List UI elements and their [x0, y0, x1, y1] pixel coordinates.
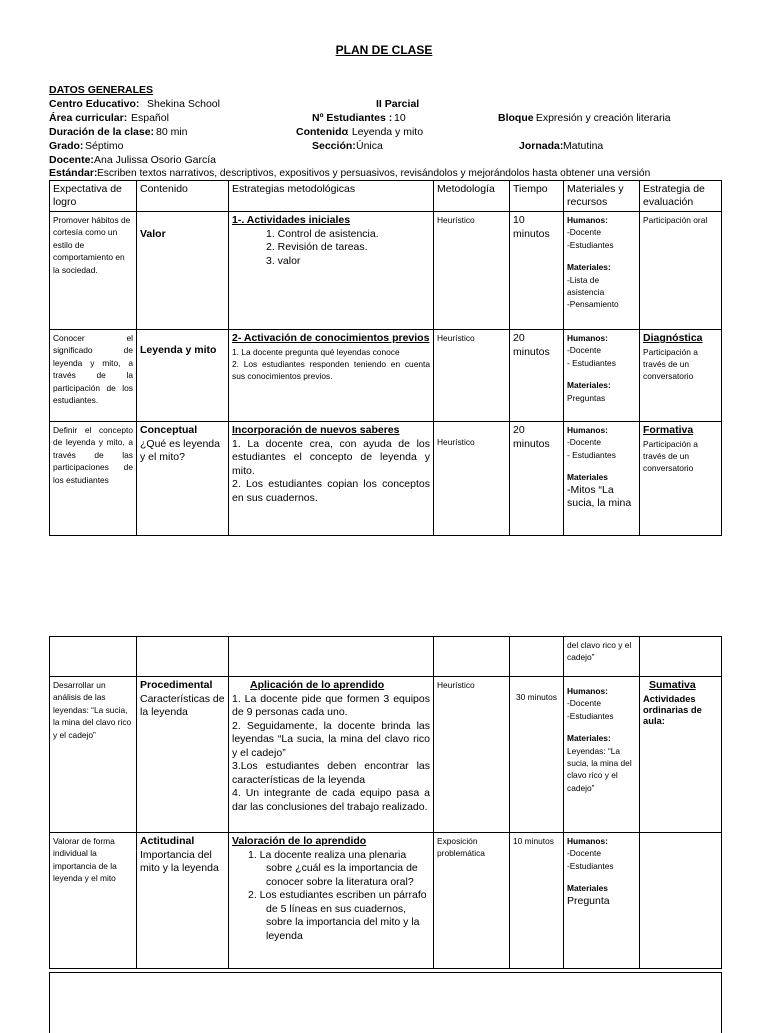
materiales-materiales-label: Materiales	[567, 472, 608, 483]
expectativa-cell: Desarrollar un análisis de las leyendas: “La sucia, la mina del clavo rico y el cadejo”	[50, 677, 137, 833]
docente-label: Docente:	[49, 154, 94, 166]
metodologia-cell: Heurístico	[434, 422, 510, 536]
area-label: Área curricular:	[49, 112, 128, 124]
evaluacion-text: Actividades ordinarias de aula:	[643, 692, 702, 726]
bloque-value: : Expresión y creación literaria	[530, 112, 671, 124]
estrategia-list	[232, 849, 430, 944]
page-title: PLAN DE CLASE	[335, 43, 433, 57]
bloque-label: Bloque	[498, 112, 534, 124]
table-header-row	[50, 181, 722, 212]
grado-label: Grado:	[49, 140, 84, 152]
estrategia-list	[232, 693, 430, 815]
materiales-item: -Lista de asistencia	[567, 274, 605, 298]
table-row	[50, 833, 722, 969]
metodologia-cell: Exposición problemática	[434, 833, 510, 969]
list-item: 3.Los estudiantes deben encontrar las características de la leyenda	[232, 760, 430, 786]
table-row	[50, 330, 722, 422]
estrategia-list	[232, 438, 430, 506]
estrategia-cell	[229, 422, 434, 536]
list-item: 2. Los estudiantes responden teniendo en cuenta sus conocimientos previos.	[232, 358, 430, 382]
materiales-item: Pregunta	[567, 894, 610, 907]
list-item: 1. Control de asistencia.	[266, 227, 379, 240]
metodologia-cell: Heurístico	[434, 677, 510, 833]
tiempo-cell: 20 minutos	[510, 330, 564, 422]
list-item: 1. La docente pide que formen 3 equipos de 9 personas cada uno.	[232, 692, 430, 718]
tiempo-cell: 10 minutos	[510, 833, 564, 969]
evaluacion-title: Diagnóstica	[643, 332, 703, 344]
evaluacion-text: Participación a través de un conversatorio	[643, 438, 698, 474]
estudiantes-label: Nº Estudiantes :	[312, 112, 393, 124]
materiales-cell: del clavo rico y el cadejo”	[564, 637, 640, 677]
materiales-cell	[564, 833, 640, 969]
estrategia-cell	[229, 677, 434, 833]
centro-value: Shekina School	[147, 98, 220, 110]
materiales-cell	[564, 330, 640, 422]
parcial-label: II Parcial	[376, 98, 420, 110]
expectativa-cell: Promover hábitos de cortesía como un estilo de comportamiento en la sociedad.	[50, 212, 137, 330]
materiales-cell	[564, 422, 640, 536]
header-estrategias: Estrategias metodológicas	[229, 181, 434, 212]
contenido-cell: Valor	[137, 212, 229, 330]
evaluacion-cell	[640, 422, 722, 536]
materiales-item: - Estudiantes	[567, 449, 616, 460]
materiales-item: Leyendas: “La sucia, la mina del clavo rico y el cadejo”	[567, 745, 632, 793]
estrategia-title: Aplicación de lo aprendido	[250, 679, 385, 691]
plan-table-part-1	[49, 180, 722, 536]
materiales-humanos-label: Humanos:	[567, 425, 608, 435]
contenido-title: Procedimental	[140, 679, 213, 691]
seccion-value: Única	[356, 140, 383, 152]
general-data-heading: DATOS GENERALES	[49, 84, 154, 96]
materiales-item: Preguntas	[567, 392, 606, 403]
contenido-value: : Leyenda y mito	[346, 126, 424, 138]
list-item: 3. valor	[266, 254, 301, 267]
header-evaluacion: Estrategia de evaluación	[640, 181, 722, 212]
materiales-cell	[564, 677, 640, 833]
materiales-item: -Docente	[567, 227, 601, 238]
metodologia-cell: Heurístico	[434, 212, 510, 330]
table-row	[50, 637, 722, 677]
contenido-title: Conceptual	[140, 424, 198, 436]
docente-value: Ana Julissa Osorio García	[94, 154, 216, 166]
materiales-item: -Mitos “La sucia, la mina	[567, 483, 632, 510]
estrategia-title: Incorporación de nuevos saberes	[232, 424, 400, 436]
evaluacion-cell	[640, 330, 722, 422]
materiales-humanos-label: Humanos:	[567, 836, 608, 846]
estrategia-list	[232, 346, 430, 383]
expectativa-cell: Valorar de forma individual la importancia de la leyenda y el mito	[50, 833, 137, 969]
list-item: 2. Seguidamente, la docente brinda las leyendas “La sucia, la mina del clavo rico y el cadejo”	[232, 719, 430, 759]
evaluacion-cell: Participación oral	[640, 212, 722, 330]
materiales-item: -Docente	[567, 345, 601, 356]
area-value: Español	[131, 112, 169, 124]
materiales-item: - Estudiantes	[567, 357, 616, 368]
contenido-cell: Leyenda y mito	[137, 330, 229, 422]
duracion-value: 80 min	[156, 126, 188, 138]
expectativa-cell: Definir el concepto de leyenda y mito, a través de las participaciones de los estudiantes	[50, 422, 137, 536]
materiales-materiales-label: Materiales	[567, 883, 608, 894]
materiales-item: -Estudiantes	[567, 860, 614, 871]
materiales-item: -Estudiantes	[567, 239, 614, 250]
expectativa-cell: Conocer el significado de leyenda y mito, a través de la participación de los estudiantes.	[50, 330, 137, 422]
materiales-item: -Estudiantes	[567, 710, 614, 721]
list-item: 2. Los estudiantes copian los conceptos en sus cuadernos.	[232, 478, 430, 504]
contenido-text: ¿Qué es leyenda y el mito?	[140, 437, 220, 463]
seccion-label: Sección:	[312, 140, 356, 152]
evaluacion-cell	[640, 833, 722, 969]
jornada-label: Jornada:	[519, 140, 564, 152]
plan-table-part-2	[49, 636, 722, 969]
contenido-text: Importancia del mito y la leyenda	[140, 848, 219, 874]
grado-value: Séptimo	[85, 140, 124, 152]
materiales-materiales-label: Materiales:	[567, 262, 611, 273]
evaluacion-cell	[640, 677, 722, 833]
contenido-text: Características de la leyenda	[140, 692, 225, 718]
materiales-humanos-label: Humanos:	[567, 215, 608, 225]
evaluacion-text: Participación a través de un conversatorio	[643, 346, 698, 382]
estandar-value: Escriben textos narrativos, descriptivos, expositivos y persuasivos, revisándolos y mejorándolos hasta obtener una versión	[97, 168, 651, 179]
header-tiempo: Tiempo	[510, 181, 564, 212]
header-expectativa: Expectativa de logro	[50, 181, 137, 212]
contenido-cell	[137, 422, 229, 536]
materiales-item: -Pensamiento	[567, 299, 619, 310]
contenido-label: Contenido	[296, 126, 348, 138]
jornada-value: Matutina	[563, 140, 604, 152]
estrategia-list	[232, 228, 430, 269]
header-contenido: Contenido	[137, 181, 229, 212]
centro-label: Centro Educativo:	[49, 98, 140, 110]
materiales-humanos-label: Humanos:	[567, 333, 608, 343]
estudiantes-value: 10	[394, 112, 406, 124]
estandar-label: Estándar:	[49, 167, 98, 179]
table-row	[50, 212, 722, 330]
materiales-materiales-label: Materiales:	[567, 380, 611, 391]
materiales-humanos-label: Humanos:	[567, 686, 608, 696]
estrategia-cell	[229, 330, 434, 422]
materiales-item: -Docente	[567, 437, 601, 448]
list-item: 1. La docente crea, con ayuda de los estudiantes el concepto de leyenda y mito.	[232, 437, 430, 477]
list-item: 4. Un integrante de cada equipo pasa a dar las conclusiones del trabajo realizado.	[232, 787, 430, 813]
table-row	[50, 422, 722, 536]
contenido-cell	[137, 677, 229, 833]
tiempo-cell: 10 minutos	[510, 212, 564, 330]
header-materiales: Materiales y recursos	[564, 181, 640, 212]
contenido-title: Actitudinal	[140, 835, 195, 847]
header-metodologia: Metodología	[434, 181, 510, 212]
materiales-materiales-label: Materiales:	[567, 733, 611, 744]
duracion-label: Duración de la clase:	[49, 126, 155, 138]
table-row	[50, 677, 722, 833]
tiempo-cell: 30 minutos	[510, 677, 564, 833]
metodologia-cell: Heurístico	[434, 330, 510, 422]
evaluacion-title: Formativa	[643, 424, 694, 436]
materiales-item: -Docente	[567, 698, 601, 709]
estrategia-cell	[229, 212, 434, 330]
estrategia-title: 2- Activación de conocimientos previos	[232, 332, 430, 344]
list-item: 2. Los estudiantes escriben un párrafo de 5 líneas en sus cuadernos, sobre la importancia del mito y la leyenda	[248, 889, 427, 942]
list-item: 1. La docente realiza una plenaria sobre ¿cuál es la importancia de conocer sobre la literatura oral?	[248, 848, 418, 888]
list-item: 1. La docente pregunta qué leyendas conoce	[232, 346, 400, 357]
materiales-cell	[564, 212, 640, 330]
estrategia-cell	[229, 833, 434, 969]
evaluacion-title: Sumativa	[649, 679, 696, 691]
estrategia-title: 1-. Actividades iniciales	[232, 214, 351, 226]
materiales-item: -Docente	[567, 848, 601, 859]
estrategia-title: Valoración de lo aprendido	[232, 835, 367, 847]
contenido-cell	[137, 833, 229, 969]
tiempo-cell: 20 minutos	[510, 422, 564, 536]
list-item: 2. Revisión de tareas.	[266, 241, 368, 253]
